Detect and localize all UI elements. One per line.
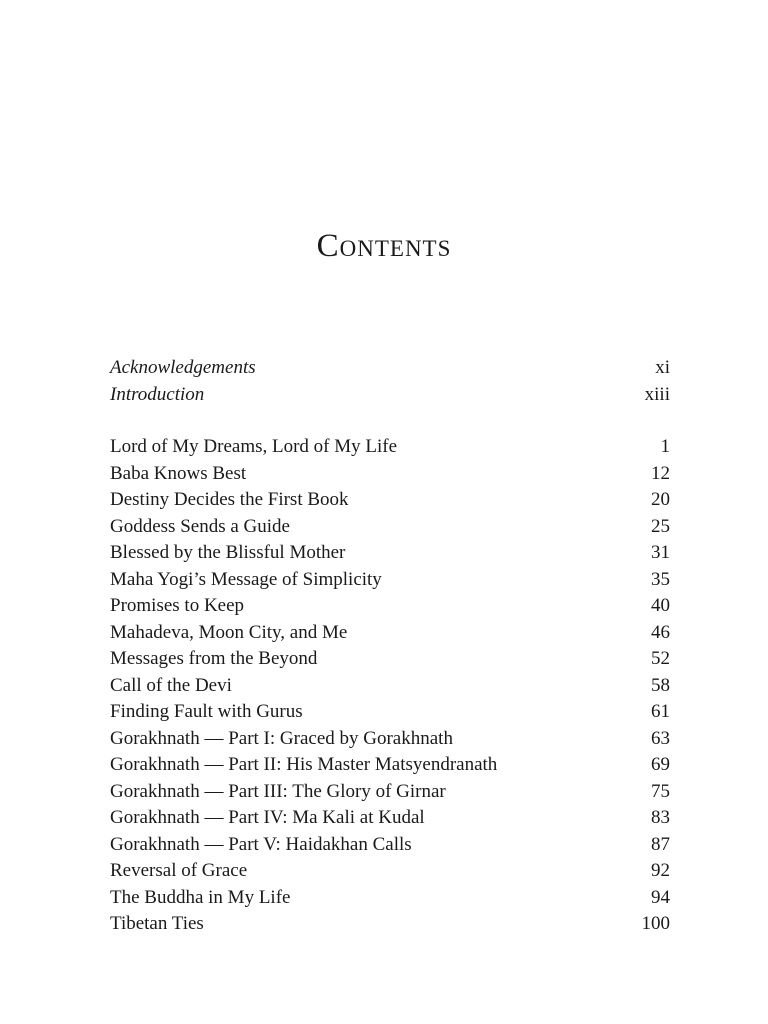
toc-entry-title: Gorakhnath — Part III: The Glory of Girnar — [110, 780, 446, 802]
toc-entry-page: 58 — [651, 674, 670, 696]
toc-entry-title: Maha Yogi’s Message of Simplicity — [110, 568, 382, 590]
toc-entry-page: xiii — [644, 383, 670, 405]
toc-entry — [110, 805, 670, 832]
toc-entry — [110, 858, 670, 885]
toc-entry — [110, 885, 670, 912]
toc-entry-page: 52 — [651, 648, 670, 669]
toc-entry-title: Finding Fault with Gurus — [110, 701, 303, 722]
toc-entry-title: Reversal of Grace — [110, 860, 248, 881]
toc-entry-page: 87 — [651, 833, 670, 855]
toc-entry-title: Gorakhnath — Part IV: Ma Kali at Kudal — [110, 807, 425, 828]
toc-entry — [110, 593, 670, 620]
toc-entry-page: 69 — [651, 754, 670, 775]
toc-entry-page: 100 — [641, 913, 670, 934]
toc-entry-title: Baba Knows Best — [110, 462, 247, 484]
toc-entry-title: Gorakhnath — Part I: Graced by Gorakhnath — [110, 727, 453, 749]
toc-entry-title: Introduction — [110, 383, 205, 405]
toc-entry-title: Gorakhnath — Part II: His Master Matsyendranath — [110, 754, 498, 775]
toc-entry — [110, 911, 670, 938]
toc-entry — [110, 540, 670, 567]
toc-entry-title: Blessed by the Blissful Mother — [110, 542, 346, 563]
page-title: Contents — [316, 228, 452, 264]
toc-entry-introduction — [110, 382, 670, 409]
toc-entry — [110, 726, 670, 753]
toc-entry-title: Messages from the Beyond — [110, 648, 318, 669]
toc-entry — [110, 514, 670, 541]
toc-entry-page: 12 — [651, 462, 670, 484]
toc-entry-page: 1 — [660, 436, 670, 457]
toc-entry-page: 92 — [651, 860, 670, 881]
toc-entry — [110, 699, 670, 726]
toc-entry-title: Promises to Keep — [110, 595, 245, 616]
toc-entry-page: 25 — [651, 515, 670, 537]
toc-entry-page: 83 — [651, 807, 670, 828]
toc-entry-page: xi — [655, 357, 670, 378]
toc-entry-title: Gorakhnath — Part V: Haidakhan Calls — [110, 833, 412, 855]
toc-entry — [110, 832, 670, 859]
toc-entry-title: Goddess Sends a Guide — [110, 515, 290, 537]
toc-entry-title: Mahadeva, Moon City, and Me — [110, 621, 348, 643]
toc-entry-page: 94 — [651, 886, 670, 908]
toc-entry — [110, 752, 670, 779]
toc-entry-page: 63 — [651, 727, 670, 749]
toc-entry-acknowledgements — [110, 355, 670, 382]
toc-entry-page: 31 — [651, 542, 670, 563]
toc-entry — [110, 646, 670, 673]
toc-entry — [110, 461, 670, 488]
toc-entry-page: 46 — [651, 621, 670, 643]
toc-entry-page: 75 — [651, 780, 670, 802]
front-matter-list — [110, 355, 670, 408]
chapter-list — [110, 434, 670, 938]
toc-entry-title: Acknowledgements — [110, 357, 256, 378]
toc-entry-page: 20 — [651, 489, 670, 510]
toc-entry — [110, 673, 670, 700]
toc-entry — [110, 567, 670, 594]
toc-entry-page: 61 — [651, 701, 670, 722]
toc-entry-title: Destiny Decides the First Book — [110, 489, 349, 510]
toc-entry — [110, 487, 670, 514]
toc-entry — [110, 434, 670, 461]
toc-entry-title: The Buddha in My Life — [110, 886, 291, 908]
toc-entry-page: 35 — [651, 568, 670, 590]
toc-entry — [110, 620, 670, 647]
toc-entry-page: 40 — [651, 595, 670, 616]
toc-entry-title: Lord of My Dreams, Lord of My Life — [110, 436, 398, 457]
toc-entry — [110, 779, 670, 806]
toc-entry-title: Tibetan Ties — [110, 913, 204, 934]
toc-entry-title: Call of the Devi — [110, 674, 232, 696]
